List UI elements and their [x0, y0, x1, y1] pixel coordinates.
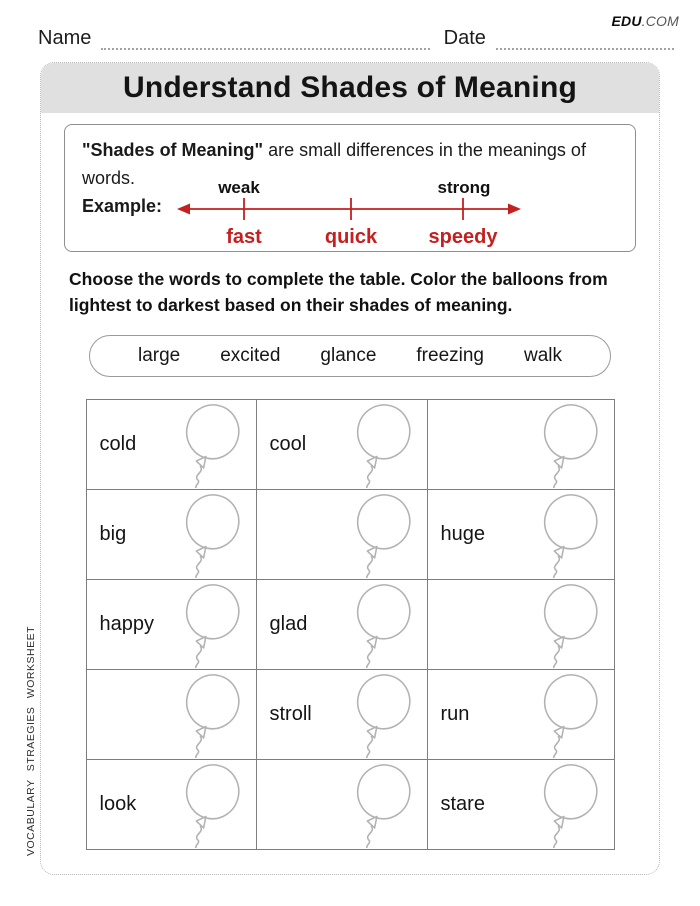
balloon-icon[interactable]	[179, 764, 241, 848]
name-blank-line[interactable]	[101, 26, 429, 50]
balloon-icon[interactable]	[537, 674, 599, 758]
table-cell	[256, 400, 427, 490]
cell-word: look	[99, 793, 137, 815]
brand-bold: EDU	[611, 13, 642, 29]
page-title: Understand Shades of Meaning	[123, 71, 577, 104]
table-row	[86, 400, 614, 490]
table-cell	[427, 670, 614, 760]
scale-word-speedy: speedy	[428, 226, 498, 248]
balloon-icon[interactable]	[179, 584, 241, 668]
definition-term: "Shades of Meaning"	[82, 140, 264, 160]
table-row	[86, 490, 614, 580]
sidebar-vertical-text: VOCABULARY STRAEGIES WORKSHEET	[25, 626, 37, 856]
date-label: Date	[443, 27, 486, 49]
balloon-icon[interactable]	[350, 494, 412, 578]
name-date-row	[38, 26, 674, 50]
table-cell	[427, 580, 614, 670]
table-cell	[256, 760, 427, 850]
word-bank	[89, 335, 611, 377]
table-cell	[427, 760, 614, 850]
balloon-icon[interactable]	[537, 494, 599, 578]
balloon-icon[interactable]	[350, 404, 412, 488]
worksheet-panel	[40, 62, 660, 875]
cell-word: huge	[440, 523, 485, 545]
weak-label: weak	[218, 179, 260, 197]
word-bank-item: freezing	[416, 345, 484, 366]
cell-word: stare	[440, 793, 485, 815]
table-cell	[256, 580, 427, 670]
balloon-icon[interactable]	[179, 404, 241, 488]
brand-suffix: .COM	[641, 13, 679, 29]
instructions-text: Choose the words to complete the table. Color the balloons from lightest to darkest based on their shades of meaning.	[69, 269, 608, 315]
cell-word: cold	[99, 433, 137, 455]
arrow-left-head-icon	[177, 204, 190, 215]
word-bank-item: excited	[220, 345, 281, 366]
word-bank-item: walk	[523, 345, 562, 366]
cell-word: cool	[269, 433, 307, 455]
balloon-icon[interactable]	[179, 674, 241, 758]
table-cell	[427, 400, 614, 490]
definition-box	[64, 124, 636, 252]
date-blank-line[interactable]	[496, 26, 674, 50]
balloon-icon[interactable]	[350, 584, 412, 668]
balloon-icon[interactable]	[179, 494, 241, 578]
word-bank-item: glance	[320, 345, 377, 366]
cell-word: stroll	[269, 703, 312, 725]
title-band	[41, 63, 659, 113]
table-cell	[86, 760, 256, 850]
cell-word: run	[440, 703, 470, 725]
balloon-icon[interactable]	[350, 764, 412, 848]
date-field	[444, 26, 674, 50]
table-cell	[427, 490, 614, 580]
table-cell	[86, 670, 256, 760]
words-table	[86, 399, 615, 850]
balloon-icon[interactable]	[537, 584, 599, 668]
table-cell	[86, 490, 256, 580]
table-cell	[86, 580, 256, 670]
scale-word-fast: fast	[226, 226, 262, 248]
balloon-icon[interactable]	[350, 674, 412, 758]
strong-label: strong	[437, 179, 491, 197]
table-row	[86, 760, 614, 850]
arrow-right-head-icon	[508, 204, 521, 215]
scale-word-quick: quick	[324, 226, 378, 248]
balloon-icon[interactable]	[537, 404, 599, 488]
definition-rest: are small differences in the meanings of words.	[82, 140, 586, 188]
cell-word: big	[99, 523, 127, 545]
table-cell	[256, 490, 427, 580]
table-cell	[86, 400, 256, 490]
name-field	[38, 26, 430, 50]
table-row	[86, 670, 614, 760]
table-cell	[256, 670, 427, 760]
example-label: Example:	[82, 196, 163, 216]
cell-word: happy	[99, 613, 154, 635]
shades-scale	[169, 179, 529, 251]
word-bank-item: large	[137, 345, 181, 366]
cell-word: glad	[269, 613, 308, 635]
name-label: Name	[38, 27, 92, 49]
table-row	[86, 580, 614, 670]
balloon-icon[interactable]	[537, 764, 599, 848]
